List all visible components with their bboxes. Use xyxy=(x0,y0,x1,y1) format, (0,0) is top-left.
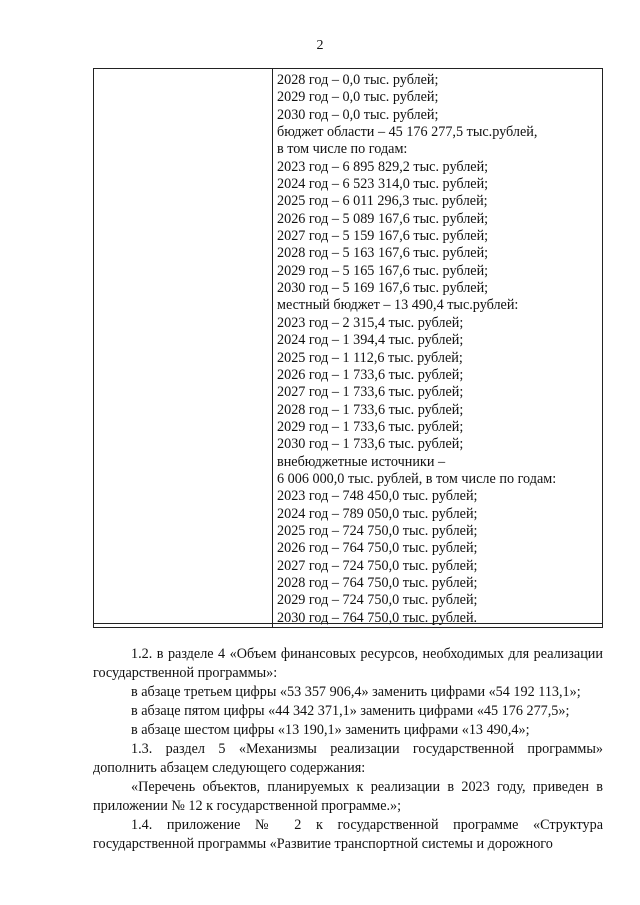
table-line: 2028 год – 5 163 167,6 тыс. рублей; xyxy=(277,245,489,262)
table-line: 2028 год – 1 733,6 тыс. рублей; xyxy=(277,401,464,418)
table-line: 2028 год – 764 750,0 тыс. рублей; xyxy=(277,574,478,591)
table-line: 2024 год – 1 394,4 тыс. рублей; xyxy=(277,332,464,349)
paragraph-abzac-6: в абзаце шестом цифры «13 190,1» заменить цифрами «13 490,4»; xyxy=(131,722,530,738)
table-line: 2030 год – 1 733,6 тыс. рублей; xyxy=(277,436,464,453)
table-column-divider xyxy=(272,69,273,627)
table-line: 2029 год – 0,0 тыс. рублей; xyxy=(277,89,439,106)
table-line: 2027 год – 5 159 167,6 тыс. рублей; xyxy=(277,228,489,245)
paragraph-1-2: 1.2. в разделе 4 «Объем финансовых ресурсов, необходимых для реализации государственной программы»: xyxy=(93,646,603,681)
table-line: 2028 год – 0,0 тыс. рублей; xyxy=(277,72,439,88)
table-line: 2030 год – 764 750,0 тыс. рублей. xyxy=(277,609,478,626)
table-bottom-rule xyxy=(94,623,602,624)
funding-table xyxy=(93,68,603,628)
table-line: местный бюджет – 13 490,4 тыс.рублей: xyxy=(277,297,519,314)
table-right-cell xyxy=(277,72,599,627)
table-line: 2026 год – 764 750,0 тыс. рублей; xyxy=(277,540,478,557)
table-line: 2027 год – 724 750,0 тыс. рублей; xyxy=(277,557,478,574)
table-line: 2024 год – 6 523 314,0 тыс. рублей; xyxy=(277,176,489,193)
table-line: 2029 год – 724 750,0 тыс. рублей; xyxy=(277,592,478,609)
table-line: внебюджетные источники – xyxy=(277,453,446,470)
paragraph-abzac-5: в абзаце пятом цифры «44 342 371,1» заменить цифрами «45 176 277,5»; xyxy=(131,703,570,719)
table-line: 6 006 000,0 тыс. рублей, в том числе по годам: xyxy=(277,470,557,487)
table-line: 2030 год – 5 169 167,6 тыс. рублей; xyxy=(277,280,489,297)
document-body xyxy=(93,645,603,854)
paragraph-quote: «Перечень объектов, планируемых к реализации в 2023 году, приведен в приложении № 12 к государственной программе.»; xyxy=(93,779,603,814)
paragraph-1-3: 1.3. раздел 5 «Механизмы реализации государственной программы» дополнить абзацем следующего содержания: xyxy=(93,741,603,776)
table-line: в том числе по годам: xyxy=(277,141,408,158)
table-line: 2023 год – 748 450,0 тыс. рублей; xyxy=(277,488,478,505)
table-line: 2025 год – 6 011 296,3 тыс. рублей; xyxy=(277,193,488,210)
table-line: 2026 год – 1 733,6 тыс. рублей; xyxy=(277,366,464,383)
table-line: 2025 год – 724 750,0 тыс. рублей; xyxy=(277,522,478,539)
table-line: бюджет области – 45 176 277,5 тыс.рублей, xyxy=(277,124,538,141)
table-line: 2029 год – 1 733,6 тыс. рублей; xyxy=(277,418,464,435)
table-line: 2024 год – 789 050,0 тыс. рублей; xyxy=(277,505,478,522)
table-line: 2023 год – 6 895 829,2 тыс. рублей; xyxy=(277,158,489,175)
table-line: 2027 год – 1 733,6 тыс. рублей; xyxy=(277,384,464,401)
table-line: 2029 год – 5 165 167,6 тыс. рублей; xyxy=(277,262,489,279)
page-number: 2 xyxy=(316,38,324,53)
table-line: 2026 год – 5 089 167,6 тыс. рублей; xyxy=(277,210,489,227)
table-line: 2023 год – 2 315,4 тыс. рублей; xyxy=(277,314,464,331)
paragraph-abzac-3: в абзаце третьем цифры «53 357 906,4» заменить цифрами «54 192 113,1»; xyxy=(131,684,581,700)
table-line: 2025 год – 1 112,6 тыс. рублей; xyxy=(277,349,463,366)
table-line: 2030 год – 0,0 тыс. рублей; xyxy=(277,106,439,123)
paragraph-1-4: 1.4. приложение № 2 к государственной программе «Структура государственной программы «Развитие транспортной системы и дорожного xyxy=(93,817,603,852)
